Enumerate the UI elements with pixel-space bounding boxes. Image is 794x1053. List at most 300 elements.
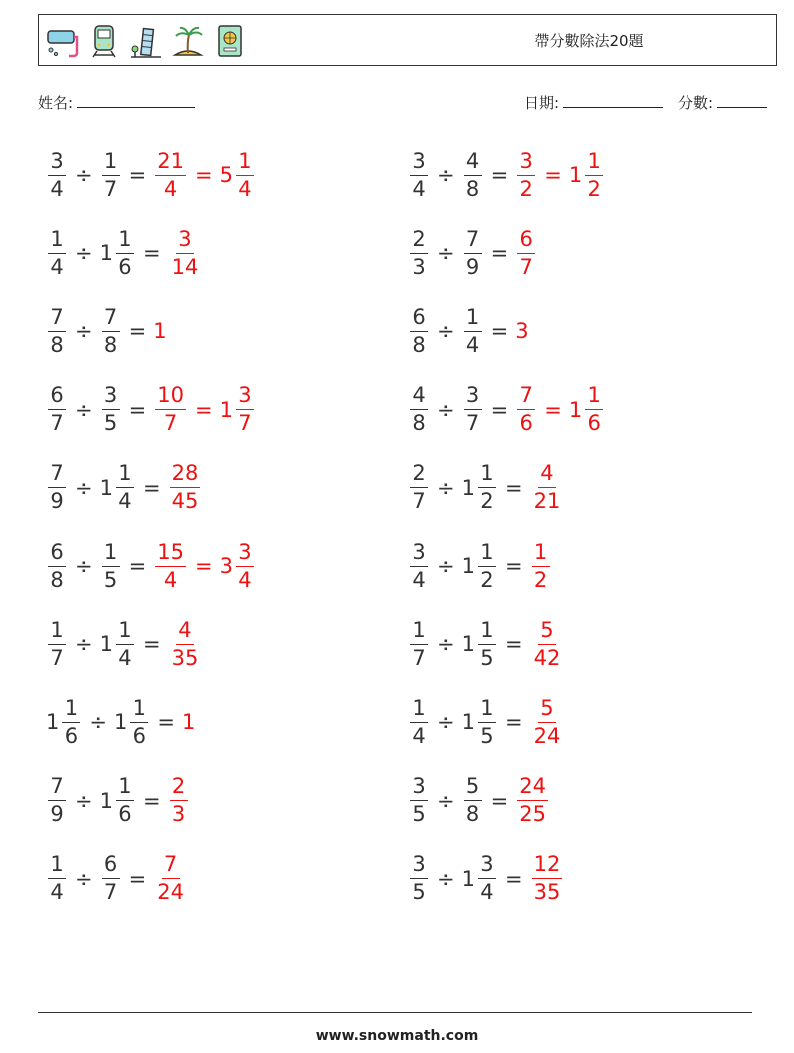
fraction xyxy=(48,776,66,825)
problem-5 xyxy=(46,296,168,366)
denominator: 7 xyxy=(50,645,64,670)
numerator: 24 xyxy=(517,776,548,801)
denominator: 9 xyxy=(50,489,64,514)
numerator: 7 xyxy=(464,229,482,254)
divide-sign: ÷ xyxy=(75,788,93,813)
fraction xyxy=(532,695,563,748)
numerator: 3 xyxy=(410,151,428,176)
mixed-number xyxy=(461,695,498,748)
equals-sign: = xyxy=(504,866,523,891)
answer xyxy=(168,776,190,825)
problem-9 xyxy=(46,453,202,523)
mixed-number xyxy=(46,385,68,434)
mixed-number xyxy=(461,539,498,592)
numerator: 28 xyxy=(170,463,201,488)
answer xyxy=(515,148,605,201)
numerator: 3 xyxy=(410,542,428,567)
mixed-number xyxy=(462,776,484,825)
whole-part: 1 xyxy=(113,710,128,735)
mixed-number xyxy=(408,539,430,592)
problem-15 xyxy=(46,687,196,757)
numerator: 21 xyxy=(155,151,186,176)
divide-sign: ÷ xyxy=(437,241,455,266)
numerator: 5 xyxy=(538,698,556,723)
denominator: 8 xyxy=(412,332,426,357)
mixed-number xyxy=(219,539,256,592)
denominator: 42 xyxy=(533,645,561,670)
mixed-number xyxy=(100,385,122,434)
numerator: 1 xyxy=(48,620,66,645)
answer xyxy=(530,617,565,670)
denominator: 2 xyxy=(480,567,494,592)
numerator: 1 xyxy=(464,307,482,332)
denominator: 7 xyxy=(50,411,64,436)
numerator: 1 xyxy=(236,151,254,176)
problem-19 xyxy=(46,844,188,914)
fraction xyxy=(48,226,66,279)
fraction xyxy=(585,148,603,201)
denominator: 2 xyxy=(587,176,601,201)
numerator: 1 xyxy=(410,698,428,723)
whole-part: 1 xyxy=(568,163,583,187)
answer xyxy=(153,854,188,903)
fraction xyxy=(102,148,120,201)
fraction xyxy=(532,539,550,592)
divide-sign: ÷ xyxy=(437,632,455,657)
numerator: 7 xyxy=(517,385,535,410)
denominator: 7 xyxy=(238,411,252,436)
fraction xyxy=(116,226,134,279)
equals-sign: = xyxy=(157,710,175,735)
divide-sign: ÷ xyxy=(75,554,93,578)
whole-part: 1 xyxy=(99,241,113,266)
denominator: 6 xyxy=(587,411,601,436)
divide-sign: ÷ xyxy=(437,788,455,813)
mixed-number xyxy=(153,854,188,903)
mixed-number xyxy=(100,148,122,201)
numerator: 1 xyxy=(585,151,603,176)
whole-part: 3 xyxy=(515,319,529,344)
numerator: 6 xyxy=(48,385,66,410)
whole-part: 5 xyxy=(219,163,233,187)
fraction xyxy=(236,539,254,592)
footer-divider xyxy=(38,1012,752,1013)
mixed-number xyxy=(408,385,430,434)
equals-sign: = xyxy=(128,319,147,344)
mixed-number xyxy=(46,695,82,748)
numerator: 1 xyxy=(48,229,66,254)
mixed-number xyxy=(462,463,498,512)
problem-4 xyxy=(408,218,537,288)
fraction xyxy=(478,539,496,592)
fraction xyxy=(517,385,535,434)
denominator: 4 xyxy=(238,176,252,201)
denominator: 3 xyxy=(412,254,426,279)
whole-part: 1 xyxy=(99,788,113,813)
fraction xyxy=(116,463,134,512)
denominator: 2 xyxy=(519,176,533,201)
answer xyxy=(530,854,565,903)
divide-sign: ÷ xyxy=(437,710,455,735)
mixed-number xyxy=(153,319,167,343)
mixed-number xyxy=(515,385,537,434)
numerator: 3 xyxy=(236,385,254,410)
denominator: 4 xyxy=(480,880,494,905)
mixed-number xyxy=(46,776,68,825)
denominator: 6 xyxy=(118,254,132,279)
numerator: 3 xyxy=(517,151,535,176)
fraction xyxy=(410,304,428,357)
fraction xyxy=(517,226,535,279)
fraction xyxy=(116,617,134,670)
numerator: 1 xyxy=(130,698,148,723)
equals-sign: = xyxy=(504,710,523,735)
equals-sign: = xyxy=(142,475,161,500)
whole-part: 1 xyxy=(181,710,196,735)
denominator: 2 xyxy=(480,489,494,514)
divide-sign: ÷ xyxy=(437,397,455,422)
mixed-number xyxy=(568,148,605,201)
problem-14 xyxy=(408,609,564,679)
numerator: 6 xyxy=(48,542,66,567)
whole-part: 1 xyxy=(461,866,475,891)
mixed-number xyxy=(515,776,550,825)
whole-part: 1 xyxy=(461,475,475,500)
fraction xyxy=(478,695,496,748)
fraction xyxy=(48,148,66,201)
mixed-number xyxy=(408,463,430,512)
mixed-number xyxy=(569,385,605,434)
mixed-number xyxy=(153,148,188,201)
equals-sign: = xyxy=(504,475,523,500)
answer xyxy=(153,539,256,592)
fraction xyxy=(236,148,254,201)
denominator: 8 xyxy=(412,411,426,436)
numerator: 4 xyxy=(538,463,556,488)
mixed-number xyxy=(46,304,68,357)
fraction xyxy=(170,776,188,825)
fraction xyxy=(48,854,66,903)
denominator: 8 xyxy=(103,332,118,357)
problem-6 xyxy=(408,296,530,366)
denominator: 7 xyxy=(465,411,480,436)
denominator: 4 xyxy=(412,567,426,592)
numerator: 1 xyxy=(478,463,496,488)
numerator: 3 xyxy=(410,776,428,801)
denominator: 24 xyxy=(157,880,184,905)
fraction xyxy=(464,304,482,357)
mixed-number xyxy=(46,617,68,670)
denominator: 8 xyxy=(50,567,64,592)
numerator: 5 xyxy=(538,620,556,645)
mixed-number xyxy=(408,695,430,748)
whole-part: 1 xyxy=(153,319,167,344)
mixed-number xyxy=(462,226,484,279)
equals-sign: = xyxy=(128,397,147,422)
mixed-number xyxy=(182,710,196,734)
fraction xyxy=(155,539,186,592)
fraction xyxy=(102,539,120,592)
denominator: 6 xyxy=(118,802,132,827)
fraction xyxy=(532,854,563,903)
divide-sign: ÷ xyxy=(437,163,455,187)
fraction xyxy=(585,385,603,434)
fraction xyxy=(102,854,120,903)
equals-sign: = xyxy=(128,866,147,891)
answer xyxy=(530,539,552,592)
fraction xyxy=(48,304,66,357)
numerator: 1 xyxy=(410,620,428,645)
whole-part: 1 xyxy=(46,710,60,735)
mixed-number xyxy=(113,695,150,748)
fraction xyxy=(62,695,80,748)
answer xyxy=(153,319,167,343)
score-label: 分數: xyxy=(678,94,714,112)
whole-part: 1 xyxy=(99,475,113,500)
equals-sign: = xyxy=(504,554,523,578)
mixed-number xyxy=(515,226,537,279)
denominator: 7 xyxy=(519,254,533,279)
denominator: 4 xyxy=(163,567,178,592)
numerator: 7 xyxy=(48,463,66,488)
denominator: 4 xyxy=(412,176,426,201)
answer xyxy=(530,463,565,512)
mixed-number xyxy=(462,304,484,357)
numerator: 3 xyxy=(236,542,254,567)
equals-sign: = xyxy=(128,163,147,187)
fraction xyxy=(48,385,66,434)
numerator: 1 xyxy=(478,542,496,567)
fraction xyxy=(532,617,563,670)
numerator: 3 xyxy=(102,385,120,410)
numerator: 3 xyxy=(478,854,496,879)
fraction xyxy=(517,148,535,201)
mixed-number xyxy=(100,463,136,512)
fraction xyxy=(464,776,482,825)
fraction xyxy=(170,617,201,670)
numerator: 7 xyxy=(102,307,120,332)
fraction xyxy=(410,776,428,825)
answer xyxy=(168,226,203,279)
answer xyxy=(515,319,529,343)
denominator: 4 xyxy=(118,489,132,514)
numerator: 2 xyxy=(170,776,188,801)
numerator: 4 xyxy=(464,151,482,176)
mixed-number xyxy=(462,148,484,201)
mixed-number xyxy=(530,617,565,670)
equals-sign: = xyxy=(490,241,509,266)
denominator: 4 xyxy=(238,567,252,592)
denominator: 35 xyxy=(171,645,199,670)
numerator: 12 xyxy=(532,854,563,879)
mixed-number xyxy=(46,148,68,201)
equals-sign: = xyxy=(194,554,213,578)
mixed-number xyxy=(46,463,68,512)
denominator: 4 xyxy=(118,645,132,670)
fraction xyxy=(517,776,548,825)
fraction xyxy=(410,226,428,279)
denominator: 7 xyxy=(412,489,426,514)
divide-sign: ÷ xyxy=(75,632,93,657)
mixed-number xyxy=(46,539,68,592)
fraction xyxy=(410,854,428,903)
fraction xyxy=(155,854,186,903)
fraction xyxy=(48,463,66,512)
mixed-number xyxy=(515,148,537,201)
mixed-number xyxy=(408,148,430,201)
denominator: 4 xyxy=(412,723,426,748)
numerator: 1 xyxy=(116,229,134,254)
mixed-number xyxy=(99,617,136,670)
mixed-number xyxy=(462,385,484,434)
answer xyxy=(153,148,256,201)
denominator: 35 xyxy=(533,880,561,905)
answer xyxy=(168,463,203,512)
numerator: 10 xyxy=(155,385,186,410)
fraction xyxy=(464,385,482,434)
numerator: 1 xyxy=(102,542,120,567)
fraction xyxy=(410,385,428,434)
worksheet-title: 帶分數除法20題 xyxy=(534,32,644,50)
denominator: 6 xyxy=(64,723,79,748)
problem-11 xyxy=(46,531,256,601)
problem-17 xyxy=(46,766,190,836)
denominator: 2 xyxy=(533,567,548,592)
mixed-number xyxy=(530,854,565,903)
denominator: 4 xyxy=(163,176,178,201)
denominator: 4 xyxy=(50,880,64,905)
whole-part: 1 xyxy=(99,632,113,657)
fraction xyxy=(116,776,134,825)
whole-part: 1 xyxy=(219,397,233,422)
denominator: 5 xyxy=(103,567,118,592)
whole-part: 1 xyxy=(461,710,475,735)
equals-sign: = xyxy=(142,788,161,813)
mixed-number xyxy=(220,385,256,434)
problem-2 xyxy=(408,140,605,210)
divide-sign: ÷ xyxy=(437,866,455,891)
mixed-number xyxy=(100,304,122,357)
denominator: 5 xyxy=(480,645,494,670)
numerator: 3 xyxy=(48,151,66,176)
fraction xyxy=(102,304,120,357)
mixed-number xyxy=(408,226,430,279)
fraction xyxy=(410,617,428,670)
denominator: 9 xyxy=(50,802,64,827)
mixed-number xyxy=(153,539,188,592)
whole-part: 1 xyxy=(568,397,583,422)
answer xyxy=(515,776,550,825)
denominator: 7 xyxy=(163,411,178,436)
equals-sign: = xyxy=(194,163,213,187)
divide-sign: ÷ xyxy=(75,319,93,344)
numerator: 1 xyxy=(102,151,120,176)
problem-12 xyxy=(408,531,552,601)
numerator: 3 xyxy=(410,854,428,879)
mixed-number xyxy=(99,226,136,279)
numerator: 3 xyxy=(464,385,482,410)
numerator: 15 xyxy=(155,542,186,567)
numerator: 6 xyxy=(102,854,120,879)
problem-7 xyxy=(46,375,256,445)
denominator: 24 xyxy=(533,723,561,748)
denominator: 5 xyxy=(103,411,118,436)
problem-8 xyxy=(408,375,605,445)
numerator: 7 xyxy=(162,854,180,879)
numerator: 1 xyxy=(116,463,134,488)
whole-part: 3 xyxy=(219,554,233,578)
denominator: 5 xyxy=(412,802,426,827)
mixed-number xyxy=(408,854,430,903)
mixed-number xyxy=(515,319,529,343)
fraction xyxy=(155,385,186,434)
numerator: 2 xyxy=(410,463,428,488)
problem-16 xyxy=(408,687,564,757)
mixed-number xyxy=(219,148,256,201)
numerator: 1 xyxy=(62,698,80,723)
divide-sign: ÷ xyxy=(75,241,93,266)
mixed-number xyxy=(530,463,565,512)
equals-sign: = xyxy=(194,397,213,422)
numerator: 6 xyxy=(410,307,428,332)
fraction xyxy=(478,617,496,670)
denominator: 5 xyxy=(480,723,494,748)
answer xyxy=(153,385,256,434)
mixed-number xyxy=(46,854,68,903)
equals-sign: = xyxy=(490,397,509,422)
numerator: 1 xyxy=(532,542,550,567)
divide-sign: ÷ xyxy=(437,319,455,344)
problem-13 xyxy=(46,609,202,679)
denominator: 4 xyxy=(50,254,64,279)
answer xyxy=(515,226,537,279)
fraction xyxy=(410,695,428,748)
numerator: 1 xyxy=(48,854,66,879)
fraction xyxy=(410,463,428,512)
denominator: 7 xyxy=(103,176,118,201)
numerator: 4 xyxy=(176,620,194,645)
numerator: 1 xyxy=(116,620,134,645)
mixed-number xyxy=(100,776,136,825)
mixed-number xyxy=(168,617,203,670)
mixed-number xyxy=(530,539,552,592)
fraction xyxy=(464,148,482,201)
equals-sign: = xyxy=(490,319,509,344)
denominator: 4 xyxy=(465,332,480,357)
numerator: 5 xyxy=(464,776,482,801)
problem-3 xyxy=(46,218,202,288)
mixed-number xyxy=(46,226,68,279)
numerator: 7 xyxy=(48,307,66,332)
equals-sign: = xyxy=(544,397,562,422)
numerator: 2 xyxy=(410,229,428,254)
mixed-number xyxy=(100,539,122,592)
mixed-number xyxy=(168,776,190,825)
name-label: 姓名: xyxy=(38,94,74,112)
equals-sign: = xyxy=(142,632,161,657)
denominator: 7 xyxy=(103,880,118,905)
mixed-number xyxy=(408,304,430,357)
numerator: 1 xyxy=(478,620,496,645)
denominator: 25 xyxy=(519,802,546,827)
fraction xyxy=(48,539,66,592)
equals-sign: = xyxy=(142,241,161,266)
equals-sign: = xyxy=(544,163,562,187)
fraction xyxy=(478,463,496,512)
answer xyxy=(182,710,196,734)
answer xyxy=(515,385,605,434)
denominator: 6 xyxy=(519,411,533,436)
